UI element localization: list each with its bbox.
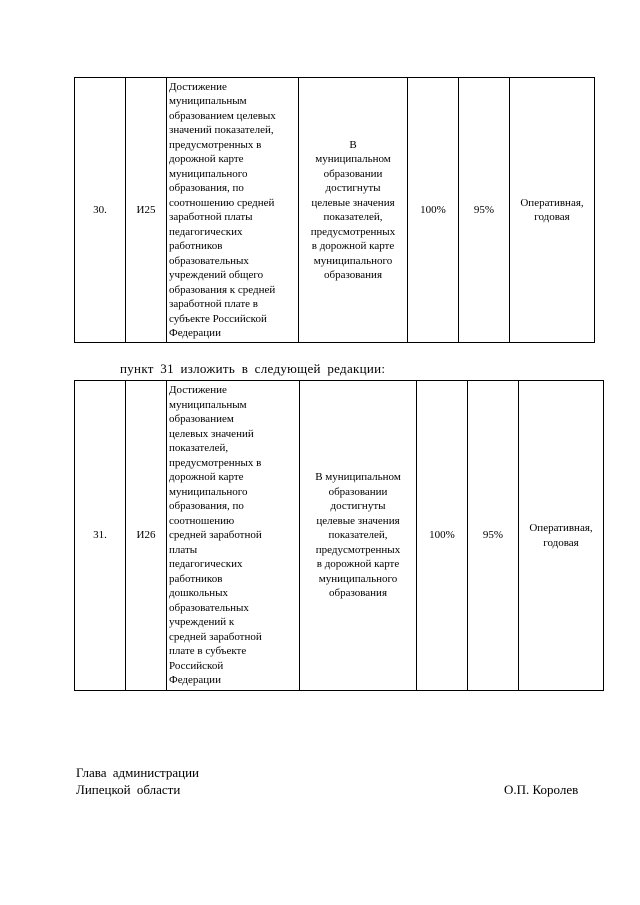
text-line: Достижение — [169, 384, 227, 397]
text-line: образовании — [323, 167, 383, 180]
threshold-value: 95% — [468, 381, 519, 691]
text-line: муниципального — [313, 254, 393, 267]
indicator-table-30 — [74, 77, 595, 343]
text-line: образования к средней — [169, 283, 276, 296]
text-line: учреждений к — [169, 616, 235, 629]
text-line: соотношению — [169, 514, 235, 527]
text-line: в дорожной карте — [316, 558, 400, 571]
text-line: работников — [169, 572, 223, 585]
text-line: заработной плате в — [169, 298, 258, 310]
text-line: показателей, — [328, 529, 388, 542]
indicator-description — [300, 381, 417, 691]
reporting-period — [519, 381, 604, 691]
text-line: Федерации — [169, 674, 221, 687]
text-line: учреждений общего — [169, 269, 264, 281]
signature-region: Липецкой области — [76, 782, 181, 797]
target-value: 100% — [417, 381, 468, 691]
text-line: муниципальным — [169, 95, 247, 107]
text-line: годовая — [543, 536, 579, 549]
text-line: показателей, — [323, 211, 383, 223]
text-line: педагогических — [169, 558, 243, 571]
text-line: муниципального — [169, 485, 248, 498]
threshold-value: 95% — [459, 78, 510, 343]
indicator-name — [167, 78, 299, 343]
text-line: целевых значений — [169, 427, 254, 440]
text-line: Федерации — [169, 327, 221, 339]
text-line: плате в субъекте — [169, 645, 247, 658]
text-line: В — [349, 138, 357, 151]
text-line: достигнуты — [325, 182, 381, 194]
text-line: предусмотренных в — [169, 138, 262, 151]
text-line: дорожной карте — [169, 153, 244, 165]
text-line: дорожной карте — [169, 471, 244, 484]
text-line: достигнуты — [330, 500, 386, 513]
text-line: средней заработной — [169, 630, 262, 643]
text-line: образования — [328, 587, 388, 600]
amendment-text: пункт 31 изложить в следующей редакции: — [120, 361, 386, 376]
text-line: образования, по — [169, 500, 244, 513]
indicator-table-31 — [74, 380, 604, 691]
text-line: предусмотренных — [310, 225, 396, 238]
signature-title: Глава администрации — [76, 765, 200, 780]
text-line: дошкольных — [169, 587, 228, 600]
indicator-description — [299, 78, 408, 343]
text-line: муниципального — [318, 572, 398, 585]
text-line: образованием — [169, 413, 234, 426]
row-number: 30. — [75, 78, 126, 343]
target-value: 100% — [408, 78, 459, 343]
text-line: платы — [169, 543, 198, 556]
text-line: муниципальным — [169, 398, 247, 411]
indicator-code: И26 — [126, 381, 167, 691]
text-line: предусмотренных в — [169, 456, 262, 469]
text-line: субъекте Российской — [169, 312, 267, 325]
text-line: Оперативная, — [520, 196, 584, 209]
text-line: муниципальном — [315, 153, 391, 165]
text-line: образовательных — [169, 254, 249, 267]
text-line: образованием целевых — [169, 109, 276, 122]
text-line: предусмотренных — [315, 543, 401, 556]
text-line: В муниципальном — [315, 471, 401, 484]
text-line: целевые значения — [311, 196, 395, 209]
table-row — [75, 381, 604, 691]
text-line: соотношению средней — [169, 196, 275, 209]
table-row — [75, 78, 595, 343]
text-line: показателей, — [169, 442, 229, 455]
reporting-period — [510, 78, 595, 343]
text-line: образовательных — [169, 601, 249, 614]
text-line: образования, по — [169, 182, 244, 194]
text-line: педагогических — [169, 225, 243, 238]
text-line: Оперативная, — [529, 522, 593, 534]
text-line: образования — [323, 269, 383, 281]
text-line: в дорожной карте — [311, 240, 395, 252]
indicator-name — [167, 381, 300, 691]
row-number: 31. — [75, 381, 126, 691]
text-line: целевые значения — [316, 514, 400, 527]
text-line: средней заработной — [169, 529, 262, 542]
text-line: значений показателей, — [169, 124, 274, 136]
indicator-code: И25 — [126, 78, 167, 343]
text-line: образовании — [328, 485, 388, 498]
signature-name: О.П. Королев — [504, 782, 579, 797]
text-line: муниципального — [169, 167, 248, 180]
text-line: Российской — [169, 659, 224, 672]
text-line: заработной платы — [169, 211, 253, 223]
text-line: годовая — [534, 211, 570, 223]
text-line: работников — [169, 240, 223, 252]
text-line: Достижение — [169, 80, 227, 93]
